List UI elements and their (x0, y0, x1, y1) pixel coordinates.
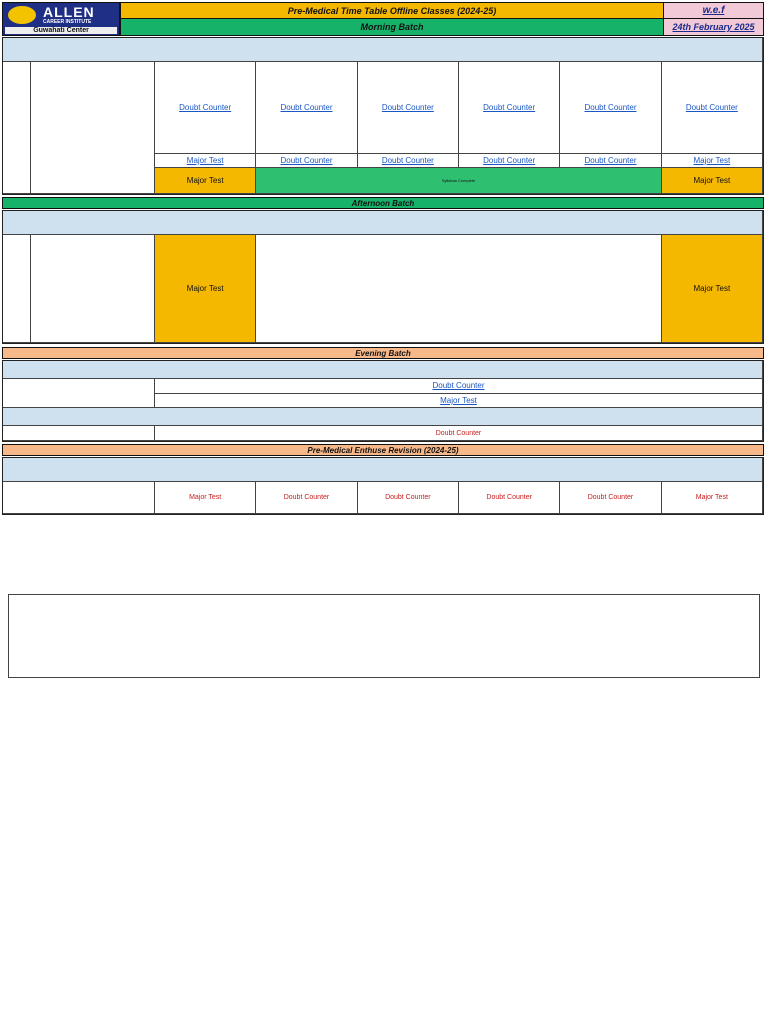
centre-name: Guwahati Center (5, 27, 117, 34)
doubt-counter-fri: Doubt Counter (560, 62, 661, 154)
page-title: Pre-Medical Time Table Offline Classes (2024-25) (120, 2, 664, 19)
header-cell (3, 458, 763, 482)
doubt-counter: Doubt Counter (155, 379, 763, 394)
course-column (31, 235, 155, 343)
allen-logo (2, 2, 120, 36)
header-cell (3, 408, 763, 426)
afternoon-grid (2, 210, 764, 344)
session-column (3, 426, 155, 441)
schedule-block (256, 235, 661, 343)
syllabus-complete-block: Syllabus Complete (256, 168, 661, 194)
section-evening-title: Evening Batch (2, 347, 764, 359)
doubt-counter-tue: Doubt Counter (256, 62, 357, 154)
revision-grid (2, 457, 764, 515)
doubt-counter-tue-2: Doubt Counter (256, 154, 357, 167)
session-column (3, 235, 31, 343)
doubt-counter-wed: Doubt Counter (358, 62, 459, 154)
major-test: Major Test (155, 394, 763, 409)
doubt-counter-tue: Doubt Counter (256, 482, 357, 514)
major-test-sat: Major Test (662, 154, 763, 167)
major-test-sat: Major Test (662, 482, 763, 514)
header-cell (3, 38, 763, 62)
doubt-counter-fri: Doubt Counter (560, 482, 661, 514)
session-column (3, 62, 31, 194)
session-column (3, 379, 155, 408)
wef-date: 24th February 2025 (664, 19, 764, 36)
morning-grid (2, 37, 764, 195)
session-column (3, 482, 155, 514)
doubt-counter-wed-2: Doubt Counter (358, 154, 459, 167)
logo-subtext: CAREER INSTITUTE (43, 19, 92, 25)
doubt-counter-fri-2: Doubt Counter (560, 154, 661, 167)
doubt-counter-thu-2: Doubt Counter (459, 154, 560, 167)
timetable-header (2, 2, 764, 36)
evening-grid (2, 360, 764, 442)
course-column (31, 62, 155, 194)
section-afternoon-title: Afternoon Batch (2, 197, 764, 209)
major-test-sat-leader: Major Test (662, 168, 763, 194)
major-test-sat: Major Test (662, 235, 763, 343)
major-test-mon: Major Test (155, 154, 256, 167)
logo-emblem-icon (8, 6, 36, 24)
major-test-mon: Major Test (155, 482, 256, 514)
major-test-mon: Major Test (155, 235, 256, 343)
faculty-legend (8, 594, 760, 678)
title-block (120, 2, 664, 36)
major-test-mon-leader: Major Test (155, 168, 256, 194)
header-cell (3, 361, 763, 379)
doubt-counter-wed: Doubt Counter (358, 482, 459, 514)
section-revision-title: Pre-Medical Enthuse Revision (2024-25) (2, 444, 764, 456)
doubt-counter-thu: Doubt Counter (459, 62, 560, 154)
doubt-counter-sat: Doubt Counter (662, 62, 763, 154)
wef-label: w.e.f (664, 2, 764, 19)
logo-text: ALLEN (43, 4, 95, 20)
doubt-counter-mon: Doubt Counter (155, 62, 256, 154)
doubt-counter-nurture: Doubt Counter (155, 426, 763, 441)
section-morning-title: Morning Batch (120, 19, 664, 36)
doubt-counter-thu: Doubt Counter (459, 482, 560, 514)
wef-block (664, 2, 764, 36)
header-cell (3, 211, 763, 235)
